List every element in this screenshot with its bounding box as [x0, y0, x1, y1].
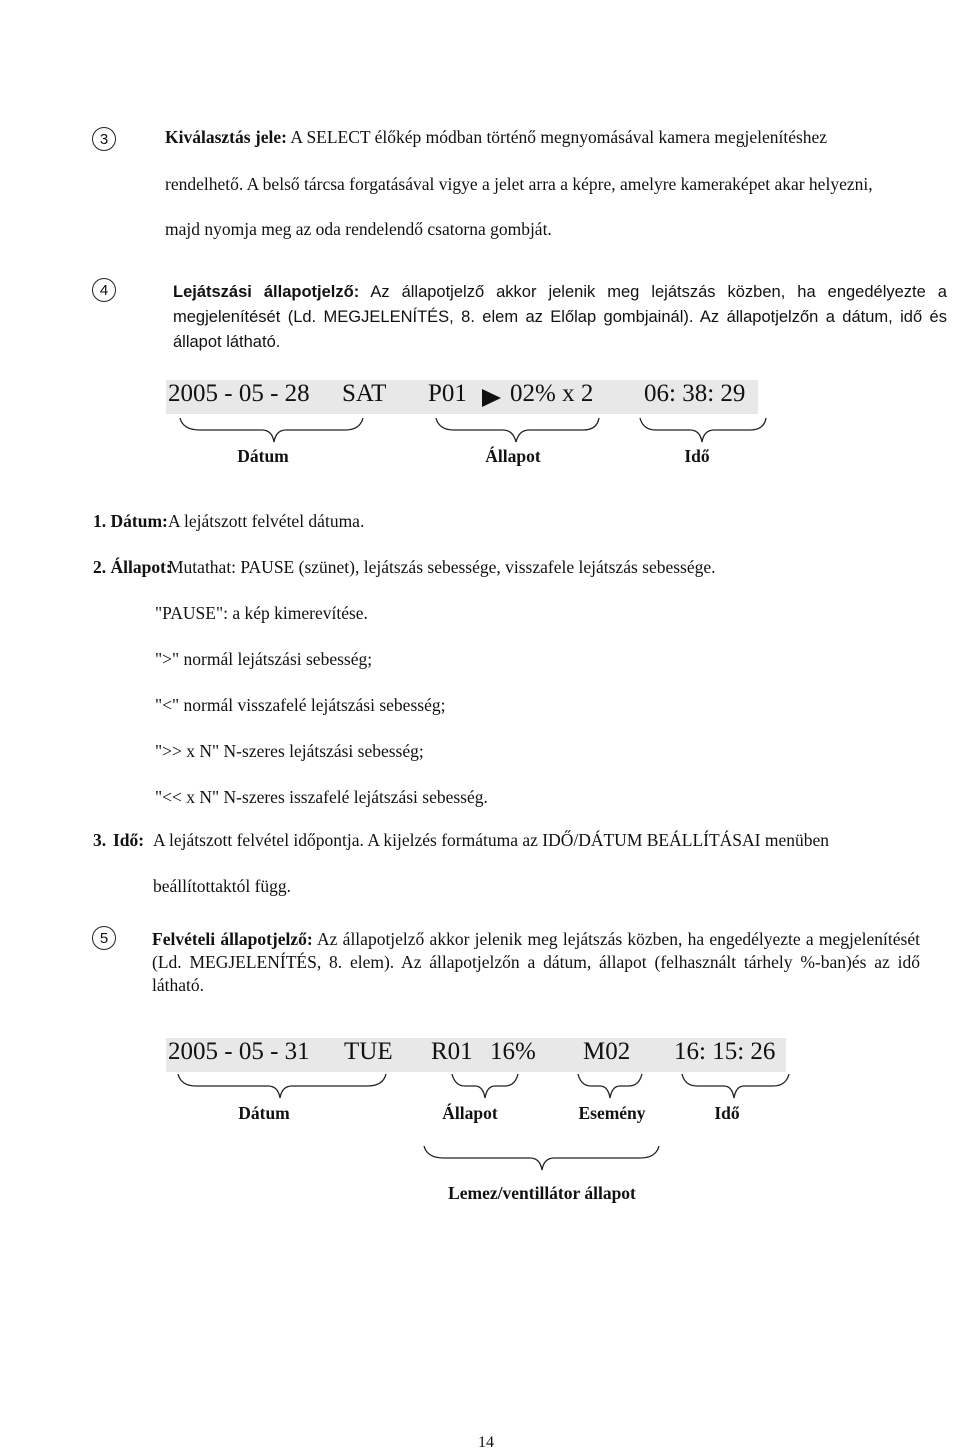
brace-rec-time [682, 1074, 789, 1098]
section4-text: Az állapotjelző akkor jelenik meg lejátszás közben, ha engedélyezte a megjelenítését (Ld. MEGJELENÍTÉS, 8. elem az Előlap gombjainál). Az állapotjelzőn a dátum, idő és állapot látható. [173, 283, 947, 351]
step-4-number: 4 [99, 281, 109, 299]
section3-line1 [165, 127, 827, 148]
def-3-desc: A lejátszott felvétel időpontja. A kijelzés formátuma az IDŐ/DÁTUM BEÁLLÍTÁSAI menüben [153, 830, 830, 850]
section3-label: Kiválasztás jele: [165, 127, 287, 147]
brace-rec-date [178, 1074, 386, 1098]
recording-day: TUE [344, 1038, 393, 1065]
recording-status-display [166, 1038, 786, 1072]
section5-paragraph [152, 928, 920, 997]
def-2-sub-5: "<< x N" N-szeres isszafelé lejátszási sebesség. [155, 787, 488, 807]
playback-channel: P01 [428, 380, 467, 407]
section5-label: Felvételi állapotjelző: [152, 929, 313, 949]
recording-usage: 16% [490, 1038, 536, 1065]
rec-label-disk: Lemez/ventillátor állapot [448, 1183, 636, 1203]
disk-brace-svg [0, 1140, 960, 1176]
def-2-sub-3: "<" normál visszafelé lejátszási sebesség; [155, 695, 446, 715]
page-number: 14 [478, 1434, 494, 1451]
section3-line2: rendelhető. A belső tárcsa forgatásával vigye a jelet arra a képre, amelyre kameraképet akar helyezni, [165, 174, 873, 194]
def-3-term: Idő: [113, 830, 145, 850]
def-3-desc-2: beállítottaktól függ. [153, 876, 292, 896]
section4-paragraph [173, 280, 947, 355]
playback-speed: 02% x 2 [510, 380, 594, 407]
rec-label-date: Dátum [238, 1103, 290, 1123]
brace-time [640, 418, 766, 442]
label-time: Idő [684, 446, 710, 466]
playback-time: 06: 38: 29 [644, 380, 746, 407]
playback-status-display [166, 380, 758, 414]
brace-date [180, 418, 363, 442]
recording-date: 2005 - 05 - 31 [168, 1038, 310, 1065]
recording-braces [0, 1068, 960, 1104]
def-2-sub-1: "PAUSE": a kép kimerevítése. [155, 603, 368, 623]
step-4-badge [92, 278, 116, 302]
section4-label: Lejátszási állapotjelző: [173, 283, 360, 301]
brace-disk [424, 1146, 659, 1170]
step-3-badge [92, 127, 116, 151]
label-date: Dátum [237, 446, 289, 466]
def-1-desc: A lejátszott felvétel dátuma. [168, 511, 365, 531]
rec-label-event: Esemény [578, 1103, 646, 1123]
playback-date: 2005 - 05 - 28 [168, 380, 310, 407]
brace-status [436, 418, 599, 442]
section3-text-1: A SELECT élőkép módban történő megnyomásával kamera megjelenítéshez [286, 127, 828, 147]
label-status: Állapot [485, 446, 541, 466]
recording-event: M02 [583, 1038, 631, 1065]
recording-channel: R01 [431, 1038, 473, 1065]
section3-line3: majd nyomja meg az oda rendelendő csatorna gombját. [165, 219, 552, 239]
brace-rec-event [578, 1074, 642, 1098]
def-2-sub-4: ">> x N" N-szeres lejátszási sebesség; [155, 741, 424, 761]
playback-braces [0, 412, 960, 448]
step-5-badge [92, 926, 116, 950]
step-3-number: 3 [99, 130, 109, 148]
rec-label-status: Állapot [442, 1103, 498, 1123]
def-2-desc: Mutathat: PAUSE (szünet), lejátszás sebessége, visszafele lejátszás sebessége. [168, 557, 716, 577]
def-3-num: 3. [93, 830, 107, 850]
recording-time: 16: 15: 26 [674, 1038, 776, 1065]
step-5-number: 5 [99, 929, 109, 947]
playback-day: SAT [342, 380, 387, 407]
def-1-term: 1. Dátum: [93, 511, 168, 531]
rec-label-time: Idő [714, 1103, 740, 1123]
brace-rec-status [452, 1074, 518, 1098]
def-2-term: 2. Állapot: [93, 557, 172, 577]
def-2-sub-2: ">" normál lejátszási sebesség; [155, 649, 373, 669]
section5-text: Az állapotjelző akkor jelenik meg lejátszás közben, ha engedélyezte a megjelenítését (Ld. MEGJELENÍTÉS, 8. elem). Az állapotjelzőn a dátum, állapot (felhasznált tárhely %-ban)és az idő látható. [152, 929, 920, 995]
play-icon [480, 387, 502, 415]
